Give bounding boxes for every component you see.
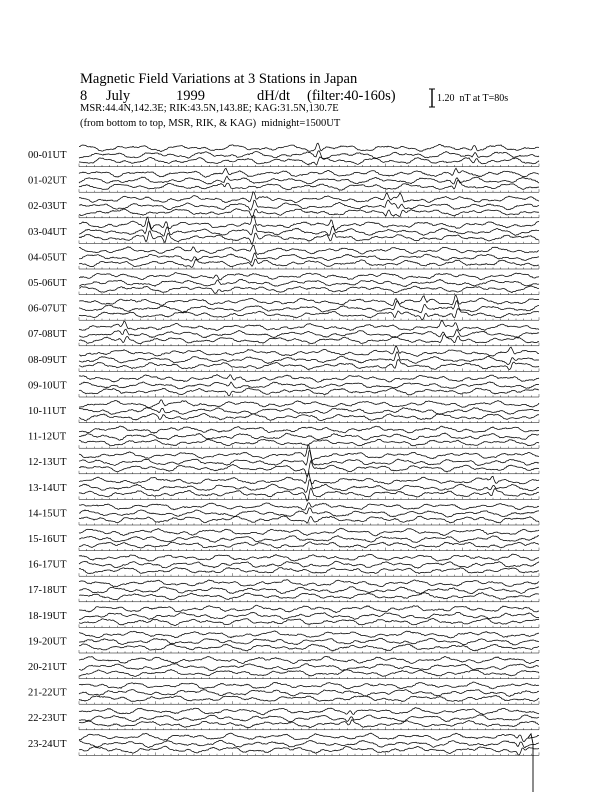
trace-msr xyxy=(79,695,539,701)
trace-rik xyxy=(79,612,539,619)
trace-rik xyxy=(79,561,539,568)
minute-ticks xyxy=(79,189,539,192)
hour-row xyxy=(28,273,539,295)
minute-ticks xyxy=(79,368,539,371)
minute-ticks xyxy=(79,752,539,755)
hour-row xyxy=(28,503,539,525)
trace-rik xyxy=(79,664,539,671)
hour-row xyxy=(28,426,539,448)
hour-row xyxy=(28,473,539,501)
hour-row xyxy=(28,375,539,398)
trace-rik xyxy=(79,151,539,159)
trace-msr xyxy=(79,439,539,446)
hour-row xyxy=(28,656,539,678)
minute-ticks xyxy=(79,394,539,397)
hour-label: 06-07UT xyxy=(28,303,67,315)
hour-label: 18-19UT xyxy=(28,610,67,622)
date-month: July xyxy=(106,88,131,104)
trace-msr xyxy=(79,180,539,190)
minute-ticks xyxy=(79,573,539,576)
trace-msr xyxy=(79,644,539,651)
trace-rik xyxy=(79,433,539,440)
trace-rik xyxy=(79,329,539,338)
trace-msr xyxy=(79,720,539,728)
hour-row xyxy=(28,445,539,477)
trace-rik xyxy=(79,508,539,517)
trace-kag xyxy=(79,273,539,280)
hour-row xyxy=(28,580,539,602)
minute-ticks xyxy=(79,727,539,730)
minute-ticks xyxy=(79,522,539,525)
trace-rik xyxy=(79,279,539,286)
trace-msr xyxy=(79,568,539,574)
hour-row xyxy=(28,631,539,653)
date-day: 8 xyxy=(80,88,88,104)
trace-kag xyxy=(79,375,539,383)
trace-rik xyxy=(79,382,539,389)
minute-ticks xyxy=(79,292,539,295)
filter-label: (filter:40-160s) xyxy=(307,88,396,104)
hour-row xyxy=(28,554,539,576)
trace-kag xyxy=(79,554,539,561)
trace-msr xyxy=(79,593,539,600)
hour-row xyxy=(28,320,539,345)
hour-label: 04-05UT xyxy=(28,252,67,264)
hour-label: 00-01UT xyxy=(28,150,67,161)
hour-label: 20-21UT xyxy=(28,662,67,673)
trace-kag xyxy=(79,656,539,663)
hour-label: 05-06UT xyxy=(28,278,67,289)
hour-row xyxy=(28,682,539,704)
hour-row xyxy=(28,733,539,755)
trace-kag xyxy=(79,143,539,151)
trace-kag xyxy=(79,400,539,408)
hour-row xyxy=(28,295,539,320)
hour-label: 13-14UT xyxy=(28,482,67,494)
trace-msr xyxy=(79,360,539,370)
trace-rik xyxy=(79,479,539,492)
trace-rik xyxy=(79,638,539,645)
hour-label: 23-24UT xyxy=(28,738,67,750)
hour-row xyxy=(28,215,539,244)
trace-tail xyxy=(528,734,541,792)
hour-label: 19-20UT xyxy=(28,636,67,648)
hour-label: 11-12UT xyxy=(28,431,67,443)
hour-row xyxy=(28,400,539,423)
trace-msr xyxy=(79,670,539,677)
trace-kag xyxy=(79,320,539,331)
trace-rik xyxy=(79,740,539,747)
hour-label: 16-17UT xyxy=(28,559,67,571)
trace-rik xyxy=(79,536,539,543)
trace-msr xyxy=(79,542,539,548)
order-note: (from bottom to top, MSR, RIK, & KAG) xyxy=(80,118,257,129)
hour-row xyxy=(28,192,539,218)
minute-ticks xyxy=(79,701,539,704)
hour-label: 14-15UT xyxy=(28,508,67,520)
hour-label: 02-03UT xyxy=(28,201,67,213)
trace-kag xyxy=(79,168,539,177)
minute-ticks xyxy=(79,599,539,602)
station-coordinates: MSR:44.4N,142.3E; RIK:43.5N,143.8E; KAG:31.5N,130.7E xyxy=(80,103,339,114)
hour-label: 22-23UT xyxy=(28,713,67,725)
minute-ticks xyxy=(79,266,539,269)
trace-kag xyxy=(79,295,539,305)
minute-ticks xyxy=(79,548,539,551)
hour-row xyxy=(28,143,539,166)
trace-kag xyxy=(79,682,539,689)
trace-kag xyxy=(79,580,539,587)
hour-row xyxy=(28,708,539,730)
hour-label: 01-02UT xyxy=(28,175,67,187)
trace-rik xyxy=(79,408,539,415)
hour-label: 15-16UT xyxy=(28,534,67,545)
trace-kag xyxy=(79,192,539,203)
trace-kag xyxy=(79,426,539,433)
trace-rik xyxy=(79,200,539,210)
quantity-label: dH/dt xyxy=(257,88,291,104)
hour-label: 03-04UT xyxy=(28,226,67,238)
trace-kag xyxy=(79,631,539,638)
minute-ticks xyxy=(79,317,539,320)
trace-rik xyxy=(79,690,539,697)
midnight-note: midnight=1500UT xyxy=(261,118,341,129)
hour-label: 07-08UT xyxy=(28,329,67,341)
hour-label: 09-10UT xyxy=(28,380,67,392)
trace-rik xyxy=(79,176,539,184)
date-year: 1999 xyxy=(176,88,205,104)
hour-label: 08-09UT xyxy=(28,354,67,366)
trace-rik xyxy=(79,301,539,313)
trace-kag xyxy=(79,733,539,742)
hour-row xyxy=(28,346,539,372)
hour-row xyxy=(28,168,539,192)
trace-kag xyxy=(79,708,539,715)
hour-row xyxy=(28,605,539,627)
hour-row xyxy=(28,245,539,269)
hour-label: 10-11UT xyxy=(28,406,67,417)
scale-label: 1.20 nT at T=80s xyxy=(437,93,509,104)
minute-ticks xyxy=(79,624,539,627)
hour-label: 17-18UT xyxy=(28,585,67,597)
hour-label: 21-22UT xyxy=(28,687,67,699)
trace-kag xyxy=(79,245,539,254)
minute-ticks xyxy=(79,420,539,423)
hour-label: 12-13UT xyxy=(28,457,67,469)
minute-ticks xyxy=(79,676,539,679)
trace-kag xyxy=(79,605,539,613)
trace-kag xyxy=(79,346,539,357)
trace-rik xyxy=(79,587,539,594)
hour-row xyxy=(28,528,539,550)
trace-kag xyxy=(79,528,539,536)
minute-ticks xyxy=(79,650,539,653)
chart-title: Magnetic Field Variations at 3 Stations in Japan xyxy=(80,71,358,87)
